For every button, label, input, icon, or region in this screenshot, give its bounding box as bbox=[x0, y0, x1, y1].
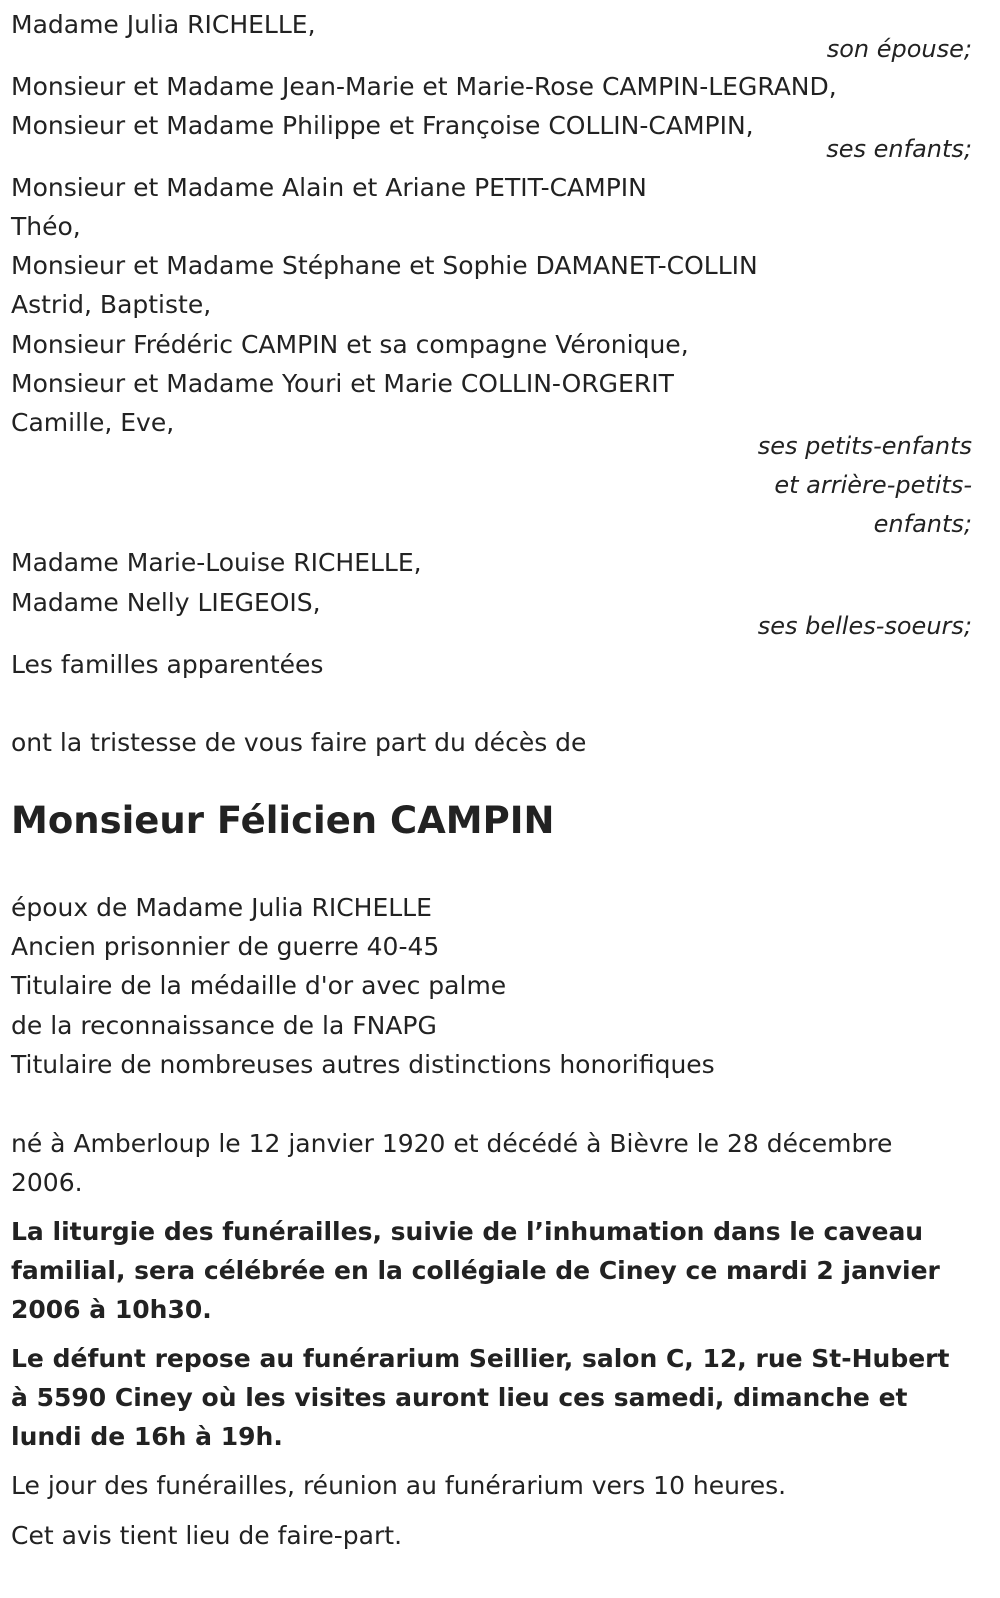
grandchild-line: Monsieur et Madame Youri et Marie COLLIN-ORGERIT bbox=[11, 369, 674, 398]
grandchild-line: Camille, Eve, bbox=[11, 408, 175, 437]
sister-in-law-line: Madame Nelly LIEGEOIS, bbox=[11, 588, 321, 617]
deceased-detail: de la reconnaissance de la FNAPG bbox=[11, 1011, 437, 1040]
grandchild-line: Monsieur et Madame Stéphane et Sophie DAMANET-COLLIN bbox=[11, 251, 758, 280]
deceased-name: Monsieur Félicien CAMPIN bbox=[11, 799, 555, 842]
deceased-detail: époux de Madame Julia RICHELLE bbox=[11, 893, 432, 922]
grandchildren-role-line: enfants; bbox=[873, 510, 972, 538]
meeting-info: Le jour des funérailles, réunion au funérarium vers 10 heures. bbox=[11, 1471, 787, 1500]
sister-in-law-line: Madame Marie-Louise RICHELLE, bbox=[11, 548, 422, 577]
grandchild-line: Astrid, Baptiste, bbox=[11, 290, 212, 319]
spouse-name: Madame Julia RICHELLE, bbox=[11, 10, 316, 39]
rest-info: Le défunt repose au funérarium Seillier, salon C, 12, rue St-Hubert à 5590 Ciney où les visites auront lieu ces samedi, dimanche et lundi de 16h à 19h. bbox=[11, 1344, 950, 1451]
announcement: ont la tristesse de vous faire part du décès de bbox=[11, 728, 587, 757]
deceased-detail: Ancien prisonnier de guerre 40-45 bbox=[11, 932, 440, 961]
children-role: ses enfants; bbox=[826, 135, 972, 163]
notice-line: Cet avis tient lieu de faire-part. bbox=[11, 1521, 403, 1550]
child-line: Monsieur et Madame Philippe et Françoise COLLIN-CAMPIN, bbox=[11, 111, 754, 140]
relatives-line: Les familles apparentées bbox=[11, 650, 324, 679]
child-line: Monsieur et Madame Jean-Marie et Marie-Rose CAMPIN-LEGRAND, bbox=[11, 72, 837, 101]
deceased-detail: Titulaire de nombreuses autres distinctions honorifiques bbox=[11, 1050, 715, 1079]
birth-death-info: né à Amberloup le 12 janvier 1920 et décédé à Bièvre le 28 décembre 2006. bbox=[11, 1129, 893, 1197]
grandchild-line: Monsieur Frédéric CAMPIN et sa compagne Véronique, bbox=[11, 330, 689, 359]
grandchild-line: Théo, bbox=[11, 212, 81, 241]
liturgy-info: La liturgie des funérailles, suivie de l’inhumation dans le caveau familial, sera célébrée en la collégiale de Ciney ce mardi 2 janvier 2006 à 10h30. bbox=[11, 1217, 940, 1324]
grandchildren-role-line: ses petits-enfants bbox=[757, 432, 972, 460]
grandchildren-role-line: et arrière-petits- bbox=[774, 471, 972, 499]
sisters-in-law-role: ses belles-soeurs; bbox=[757, 612, 972, 640]
spouse-role: son épouse; bbox=[826, 35, 972, 63]
deceased-detail: Titulaire de la médaille d'or avec palme bbox=[11, 971, 507, 1000]
grandchild-line: Monsieur et Madame Alain et Ariane PETIT-CAMPIN bbox=[11, 173, 647, 202]
